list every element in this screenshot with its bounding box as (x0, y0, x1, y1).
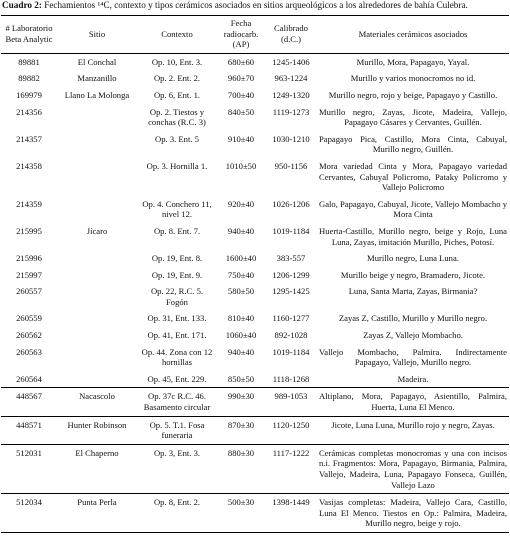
header-row (1, 16, 509, 54)
calibrated-date: 1019-1184 (272, 225, 310, 236)
site-name (57, 283, 137, 310)
ceramic-materials: Murillo negro, Zayas, Jicote, Madeira, Vallejo, Papagayo Cásares y Cervantes, Guillén. (319, 106, 507, 128)
col-header-fecha: Fecha radiocarb. (AP) (217, 16, 265, 54)
lab-number: 89882 (18, 73, 40, 84)
calibrated-date: 1249-1320 (272, 89, 310, 100)
table-row (1, 327, 509, 344)
context: Op. 8, Ent. 2. (137, 494, 217, 533)
site-name (57, 267, 137, 284)
ceramic-materials: Murillo y varios monocromos no id. (350, 73, 476, 84)
lab-number: 260562 (16, 330, 42, 341)
lab-number: 260563 (16, 346, 42, 357)
site-name: Hunter Robinson (57, 416, 137, 444)
radiocarbon-date: 680±60 (227, 56, 255, 67)
ceramic-materials: Galo, Papagayo, Cabuyal, Jicote, Vallejo Mombacho y Mora Cinta (319, 198, 507, 220)
ceramic-materials: Huerta-Castillo, Murillo negro, beige y Rojo, Luna Luna, Zayas, imitación Murillo, Piches, Potosí. (319, 225, 507, 247)
calibrated-date: 1206-1299 (272, 269, 310, 280)
lab-number: 214359 (16, 198, 42, 209)
table-row (1, 196, 509, 223)
table-row (1, 53, 509, 70)
table-row (1, 158, 509, 196)
context: Op. 22, R.C. 5. Fogón (150, 286, 204, 307)
calibrated-date: 989-1053 (265, 388, 317, 416)
lab-number: 215996 (16, 253, 42, 264)
radiocarbon-date: 700±40 (227, 89, 255, 100)
context: Op. 4. Conchero 11, nivel 12. (142, 198, 212, 220)
caption-text: Fechamientos ¹⁴C, contexto y tipos cerámicos asociados en sitios arqueológicos a los alrededores de bahía Culebra. (44, 0, 468, 10)
lab-number: 512031 (1, 444, 57, 493)
calibrated-date: 1398-1449 (265, 494, 317, 533)
site-name: El Conchal (77, 56, 117, 67)
radiocarbon-date: 960±70 (227, 73, 255, 84)
table-row (1, 344, 509, 371)
calibrated-date: 383-557 (276, 253, 306, 264)
context: Op. 2. Ent. 2. (153, 73, 201, 84)
context: Op. 6, Ent. 1. (153, 89, 201, 100)
site-name (57, 158, 137, 196)
lab-number: 214357 (16, 133, 42, 144)
calibrated-date: 1019-1184 (272, 346, 310, 357)
col-header-lab: # Laboratorio Beta Analytic (1, 16, 57, 54)
ceramic-materials: Zayas Z, Vallejo Mombacho. (363, 330, 463, 341)
table-row (1, 70, 509, 87)
context: Op. 31, Ent. 133. (147, 313, 207, 324)
table-row (1, 310, 509, 327)
ceramic-materials: Altiplano, Mora, Papagayo, Asientillo, Palmira, Huerta, Luna El Menco. (317, 388, 509, 416)
radiocarbon-table (1, 15, 509, 533)
radiocarbon-date: 810±40 (227, 313, 255, 324)
radiocarbon-date: 1600±40 (225, 253, 257, 264)
caption-label: Cuadro 2: (2, 0, 42, 10)
context: Op. 19, Ent. 9. (151, 269, 203, 280)
table-row (1, 87, 509, 104)
radiocarbon-date: 910±40 (227, 133, 255, 144)
table-row (1, 416, 509, 444)
context: Op. 45, Ent. 229. (147, 373, 207, 384)
lab-number: 169979 (16, 89, 42, 100)
table-row (1, 104, 509, 131)
lab-number: 512034 (1, 494, 57, 533)
table-row (1, 371, 509, 388)
context: Op. 44. Zona con 12 hornillas (141, 346, 213, 368)
calibrated-date: 963-1224 (274, 73, 308, 84)
context: Op. 5. T.1. Fosa funeraria (137, 416, 217, 444)
table-row (1, 223, 509, 250)
radiocarbon-date: 940±40 (227, 225, 255, 236)
site-name (57, 131, 137, 158)
context: Op. 3. Ent. 5 (155, 133, 199, 144)
calibrated-date: 892-1028 (274, 330, 308, 341)
radiocarbon-date: 990±30 (217, 388, 265, 416)
lab-number: 89881 (18, 56, 40, 67)
calibrated-date: 1117-1222 (265, 444, 317, 493)
lab-number: 214356 (16, 106, 42, 117)
context: Op. 3, Ent. 3. (137, 444, 217, 493)
ceramic-materials: Murillo beige y negro, Bramadero, Jicote. (340, 269, 486, 280)
site-name (57, 104, 137, 131)
table-row (1, 444, 509, 493)
site-name: Jícaro (86, 225, 108, 236)
ceramic-materials: Murillo negro, Luna Luna. (367, 253, 459, 264)
site-name (57, 327, 137, 344)
col-header-contexto: Contexto (137, 16, 217, 54)
radiocarbon-date: 1010±50 (225, 160, 257, 171)
calibrated-date: 1026-1206 (272, 198, 310, 209)
calibrated-date: 1118-1268 (272, 373, 310, 384)
radiocarbon-date: 940±40 (227, 346, 255, 357)
calibrated-date: 1119-1273 (272, 106, 310, 117)
radiocarbon-date: 870±30 (217, 416, 265, 444)
calibrated-date: 1245-1406 (272, 56, 310, 67)
radiocarbon-date: 920±40 (227, 198, 255, 209)
ceramic-materials: Mora variedad Cinta y Mora, Papagayo variedad Cervantes, Cabuyal Policromo, Pataky Policromo y Vallejo Policromo (319, 160, 507, 193)
radiocarbon-date: 1060±40 (225, 330, 257, 341)
table-row (1, 388, 509, 416)
lab-number: 215995 (16, 225, 42, 236)
lab-number: 448567 (1, 388, 57, 416)
table-row (1, 250, 509, 267)
lab-number: 214358 (16, 160, 42, 171)
site-name (57, 371, 137, 388)
calibrated-date: 950-1156 (274, 160, 308, 171)
ceramic-materials: Madeira. (397, 373, 429, 384)
ceramic-materials: Vasijas completas: Madeira, Vallejo Cara, Castillo, Luna El Menco. Tiestos en Op.: Palmira, Madeira, Murillo negro, beige y rojo. (317, 494, 509, 533)
site-name: Nacascolo (57, 388, 137, 416)
context: Op. 41, Ent. 171. (147, 330, 207, 341)
ceramic-materials: Jicote, Luna Luna, Murillo rojo y negro, Zayas. (317, 416, 509, 444)
lab-number: 448571 (1, 416, 57, 444)
radiocarbon-date: 840±50 (227, 106, 255, 117)
calibrated-date: 1030-1210 (272, 133, 310, 144)
site-name (57, 344, 137, 371)
radiocarbon-date: 850±50 (227, 373, 255, 384)
lab-number: 260559 (16, 313, 42, 324)
site-name (57, 310, 137, 327)
context: Op. 8. Ent. 7. (153, 225, 201, 236)
ceramic-materials: Luna, Santa Marta, Zayas, Birmania? (348, 286, 478, 297)
lab-number: 215997 (16, 269, 42, 280)
radiocarbon-date: 500±30 (217, 494, 265, 533)
context: Op. 3. Hornilla 1. (146, 160, 208, 171)
site-name: Punta Perla (57, 494, 137, 533)
lab-number: 260557 (16, 286, 42, 297)
col-header-sitio: Sitio (57, 16, 137, 54)
col-header-calibrado: Calibrado (d.C.) (265, 16, 317, 54)
table-caption (2, 0, 508, 11)
radiocarbon-date: 880±30 (217, 444, 265, 493)
lab-number: 260564 (16, 373, 42, 384)
calibrated-date: 1160-1277 (272, 313, 310, 324)
site-name (57, 196, 137, 223)
ceramic-materials: Zayas Z, Castillo, Murillo y Murillo negro. (338, 313, 488, 324)
col-header-materiales: Materiales cerámicos asociados (317, 16, 509, 54)
site-name: Manzanillo (77, 73, 117, 84)
table-row (1, 131, 509, 158)
calibrated-date: 1295-1425 (272, 286, 310, 297)
calibrated-date: 1120-1250 (265, 416, 317, 444)
site-name: Llano La Molonga (64, 89, 130, 100)
table-row (1, 267, 509, 284)
site-name: El Chaperno (57, 444, 137, 493)
radiocarbon-date: 750±40 (227, 269, 255, 280)
ceramic-materials: Cerámicas completas monocromas y una con incisos n.i. Fragmentos: Mora, Papagayo, Birmania, Palmira, Vallejo, Madeira, Luna, Papagayo Fonseca, Guillén, Vallejo Lazo (317, 444, 509, 493)
context: Op. 2. Tiestos y conchas (R.C. 3) (148, 106, 206, 128)
site-name (57, 250, 137, 267)
ceramic-materials: Murillo negro, rojo y beige, Papagayo y Castillo. (328, 89, 498, 100)
ceramic-materials: Vallejo Mombacho, Palmira. Indirectamente Papagayo, Vallejo, Murillo negro. (319, 346, 507, 368)
table-row (1, 283, 509, 310)
context: Op. 10, Ent. 3. (151, 56, 203, 67)
context: Op. 37c R.C. 46. Basamento circular (137, 388, 217, 416)
ceramic-materials: Murillo, Mora, Papagayo, Yayal. (356, 56, 470, 67)
radiocarbon-date: 580±50 (227, 286, 255, 297)
context: Op. 19, Ent. 8. (151, 253, 203, 264)
table-row (1, 494, 509, 533)
ceramic-materials: Papagayo Pica, Castillo, Mora Cinta, Cabuyal, Murillo negro, Guillén. (319, 133, 507, 155)
